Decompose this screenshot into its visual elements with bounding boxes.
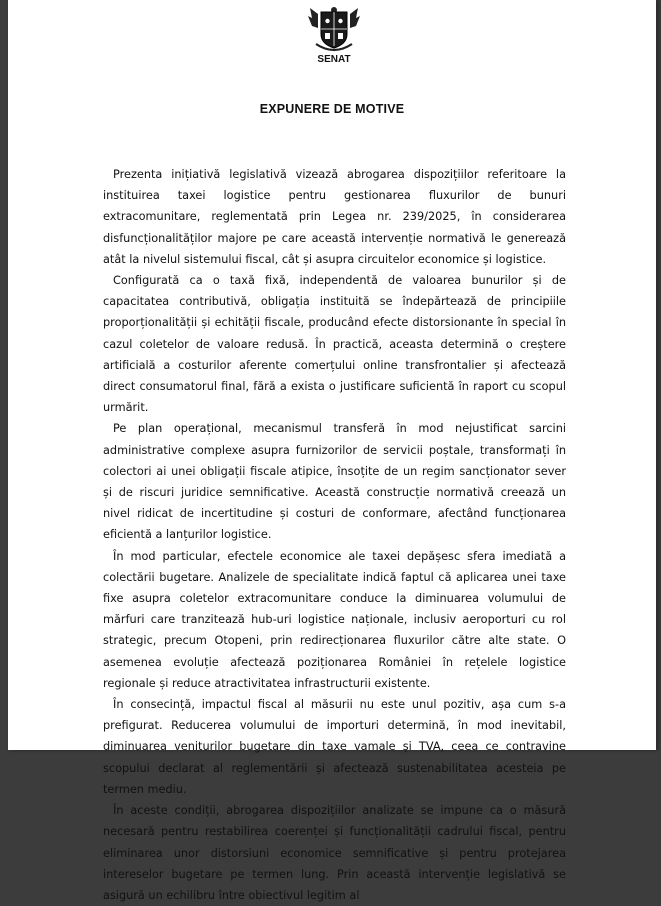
page-title: EXPUNERE DE MOTIVE [259, 102, 405, 116]
paragraph: În aceste condiții, abrogarea dispozițiilor analizate se impune ca o măsură necesară pentru restabilirea coerenței și funcționalității cadrului fiscal, pentru eliminarea unor distorsiuni economice semnificative și pentru protejarea intereselor bugetare pe termen lung. Prin această intervenție legislativă se asigură un echilibru între obiectivul legitim al [103, 804, 566, 902]
senate-logo [304, 4, 364, 66]
logo-text: SENAT [317, 54, 351, 65]
paragraph: Prezenta inițiativă legislativă vizează abrogarea dispozițiilor referitoare la instituirea taxei logistice pentru gestionarea fluxurilor de bunuri extracomunitare, reglementată prin Legea nr. 239/2025, în considerarea disfuncționalităților majore pe care această intervenție normativă le generează atât la nivelul sistemului fiscal, cât și asupra circuitelor economice și logistice. [103, 168, 566, 266]
document-body [103, 164, 566, 906]
paragraph: Configurată ca o taxă fixă, independentă de valoarea bunurilor și de capacitatea contributivă, obligația instituită se îndepărtează de principiile proporționalității și echității fiscale, producând efecte distorsionante în special în cazul coletelor de valoare redusă. În practică, aceasta determină o creștere artificială a costurilor aferente comerțului online transfrontalier și afectează direct consumatorul final, fără a exista o justificare suficientă în raport cu scopul urmărit. [103, 274, 566, 415]
paragraph: În consecință, impactul fiscal al măsurii nu este unul pozitiv, așa cum s-a prefigurat. Reducerea volumului de importuri determină, în mod inevitabil, diminuarea veniturilor bugetare din taxe vamale și TVA, ceea ce contravine scopului declarat al reglementării și afectează sustenabilitatea acesteia pe termen mediu. [103, 698, 566, 796]
document-page [8, 0, 656, 902]
paragraph: Pe plan operațional, mecanismul transferă în mod nejustificat sarcini administrative complexe asupra furnizorilor de servicii poștale, transformați în colectori ai unei obligații fiscale atipice, însoțite de un regim sancționator sever și de riscuri juridice semnificative. Această construcție normativă creează un nivel ridicat de incertitudine și costuri de conformare, afectând funcționarea eficientă a lanțurilor logistice. [103, 422, 566, 542]
paragraph: În mod particular, efectele economice ale taxei depășesc sfera imediată a colectării bugetare. Analizele de specialitate indică faptul că aplicarea unei taxe fixe asupra coletelor extracomunitare conduce la diminuarea volumului de mărfuri care tranzitează hub-uri logistice naționale, inclusiv aeroporturi cu rol strategic, precum Otopeni, prin redirecționarea fluxurilor către alte state. O asemenea evoluție afectează poziționarea României în rețelele logistice regionale și reduce atractivitatea infrastructurii existente. [103, 549, 566, 690]
senate-coat-of-arms-icon [304, 4, 364, 66]
